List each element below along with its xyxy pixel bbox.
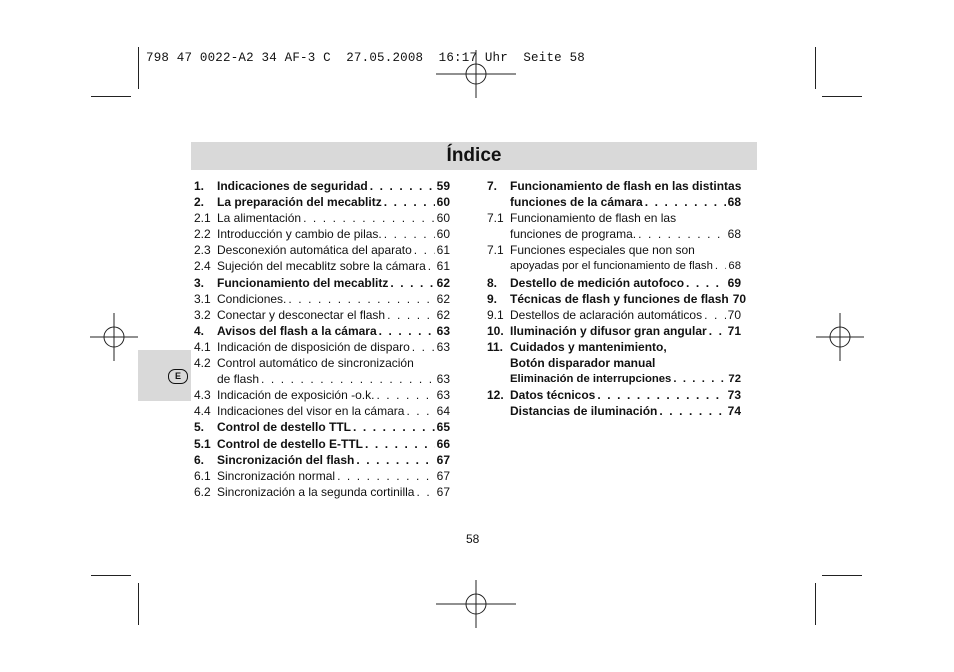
- toc-entry-page: 65: [436, 420, 450, 435]
- toc-entry-number: 3.: [194, 275, 205, 290]
- toc-dot-leader: [353, 419, 435, 435]
- toc-entry-label: Funcionamiento de flash en las distintas: [510, 179, 742, 193]
- toc-entry-number: 2.3: [194, 243, 211, 258]
- toc-entry: [487, 178, 741, 194]
- toc-dot-leader: [686, 275, 726, 291]
- toc-entry-label: Avisos del flash a la cámara: [217, 323, 377, 338]
- toc-entry-page: 69: [727, 275, 741, 290]
- toc-entry-page: 71: [727, 323, 741, 338]
- toc-dot-leader: [597, 387, 725, 403]
- toc-entry-number: 11.: [487, 339, 504, 354]
- toc-entry-label: Funcionamiento de flash en las: [510, 211, 677, 226]
- toc-entry-number: 7.1: [487, 243, 504, 258]
- toc-dot-leader: [704, 307, 726, 323]
- toc-entry-page: 68: [727, 227, 741, 242]
- toc-entry: [487, 258, 741, 274]
- toc-entry-label: funciones de la cámara: [510, 195, 643, 210]
- toc-entry-page: 67: [436, 468, 450, 483]
- toc-entry-page: 63: [436, 388, 450, 403]
- toc-entry-label: Eliminación de interrupciones: [510, 373, 672, 386]
- toc-entry: [487, 291, 747, 307]
- toc-entry-page: 62: [436, 291, 450, 306]
- toc-entry-page: 61: [436, 259, 450, 274]
- toc-entry-label: Funciones especiales que non son: [510, 243, 695, 258]
- toc-entry-number: 4.: [194, 323, 205, 338]
- toc-entry-label: Funcionamiento del mecablitz: [217, 275, 389, 290]
- toc-entry-page: 60: [436, 195, 450, 210]
- toc-entry-label: Control de destello TTL: [217, 420, 351, 435]
- toc-dot-leader: [337, 468, 435, 484]
- toc-dot-leader: [412, 339, 435, 355]
- toc-dot-leader: [428, 258, 435, 274]
- toc-entry: [194, 419, 450, 435]
- toc-entry: [194, 178, 450, 194]
- toc-left-column: [194, 178, 450, 500]
- toc-entry: [487, 275, 741, 291]
- toc-entry: [194, 226, 450, 242]
- toc-entry-number: 6.2: [194, 484, 211, 499]
- toc-dot-leader: [370, 178, 435, 194]
- toc-entry-number: 2.1: [194, 211, 211, 226]
- toc-entry-number: 3.1: [194, 291, 211, 306]
- toc-entry-page: 67: [436, 484, 450, 499]
- toc-entry: [194, 371, 450, 387]
- language-tab: [138, 350, 191, 401]
- toc-entry-number: 8.: [487, 275, 498, 290]
- toc-entry-label: Indicaciones de seguridad: [217, 179, 368, 193]
- toc-entry-label: Datos técnicos: [510, 388, 596, 403]
- toc-entry-number: 5.: [194, 420, 205, 435]
- toc-entry-page: 72: [728, 373, 741, 386]
- toc-dot-leader: [709, 323, 726, 339]
- toc-entry-page: 60: [436, 227, 450, 242]
- toc-entry-label: Cuidados y mantenimiento,: [510, 339, 667, 354]
- toc-entry-label: funciones de programa.: [510, 227, 637, 242]
- toc-entry: [487, 371, 741, 387]
- toc-entry-page: 59: [436, 179, 450, 193]
- toc-dot-leader: [638, 226, 726, 242]
- toc-dot-leader: [384, 194, 435, 210]
- toc-entry-number: 7.1: [487, 211, 504, 226]
- toc-entry-number: 7.: [487, 179, 498, 193]
- toc-entry: [487, 226, 741, 242]
- toc-entry-label: Distancias de iluminación: [510, 404, 658, 419]
- toc-entry: [194, 307, 450, 323]
- toc-entry-label: Control automático de sincronización: [217, 356, 414, 371]
- toc-entry: [194, 291, 450, 307]
- page-title: Índice: [446, 145, 502, 166]
- toc-entry: [487, 355, 741, 371]
- toc-right-column: [487, 178, 747, 419]
- toc-entry-label: Destellos de aclaración automáticos: [510, 307, 703, 322]
- toc-dot-leader: [390, 275, 434, 291]
- toc-entry-page: 70: [727, 307, 741, 322]
- toc-entry: [194, 484, 450, 500]
- toc-dot-leader: [645, 194, 726, 210]
- toc-entry-label: Indicación de disposición de disparo: [217, 339, 410, 354]
- toc-entry: [487, 242, 741, 258]
- toc-entry-number: 4.2: [194, 356, 211, 371]
- toc-entry-page: 62: [436, 307, 450, 322]
- toc-entry-label: Indicación de exposición -o.k.: [217, 388, 375, 403]
- toc-dot-leader: [365, 436, 435, 452]
- toc-entry-page: 70: [732, 291, 747, 306]
- toc-entry-number: 2.4: [194, 259, 211, 274]
- toc-entry-page: 60: [436, 211, 450, 226]
- title-bar: [191, 142, 757, 170]
- toc-entry-number: 6.1: [194, 468, 211, 483]
- toc-entry: [194, 339, 450, 355]
- toc-dot-leader: [387, 307, 435, 323]
- toc-dot-leader: [303, 210, 435, 226]
- toc-dot-leader: [414, 242, 435, 258]
- toc-entry: [487, 339, 741, 355]
- toc-dot-leader: [356, 452, 434, 468]
- toc-entry-page: 64: [436, 404, 450, 419]
- toc-entry-label: Sincronización del flash: [217, 452, 355, 467]
- toc-entry: [194, 355, 450, 371]
- toc-dot-leader: [261, 371, 435, 387]
- toc-entry-number: 4.4: [194, 404, 211, 419]
- toc-entry-page: 61: [436, 243, 450, 258]
- toc-entry-label: Sincronización a la segunda cortinilla: [217, 484, 415, 499]
- toc-entry-label: Introducción y cambio de pilas.: [217, 227, 382, 242]
- toc-dot-leader: [715, 258, 727, 274]
- toc-entry-label: Sujeción del mecablitz sobre la cámara: [217, 259, 426, 274]
- toc-entry-number: 9.: [487, 291, 498, 306]
- toc-entry-label: apoyadas por el funcionamiento de flash: [510, 260, 713, 273]
- print-header-line: 798 47 0022-A2 34 AF-3 C 27.05.2008 16:17 Uhr Seite 58: [146, 51, 585, 65]
- toc-entry: [194, 258, 450, 274]
- toc-entry: [487, 210, 741, 226]
- toc-entry: [487, 387, 741, 403]
- toc-entry-page: 67: [436, 452, 450, 467]
- toc-entry-label: Indicaciones del visor en la cámara: [217, 404, 405, 419]
- toc-entry: [487, 323, 741, 339]
- toc-entry-page: 62: [436, 275, 450, 290]
- toc-entry: [194, 436, 450, 452]
- toc-entry-number: 2.: [194, 195, 205, 210]
- toc-entry-page: 66: [436, 436, 450, 451]
- toc-entry: [194, 452, 450, 468]
- toc-entry-page: 68: [728, 260, 741, 273]
- toc-entry-label: La alimentación: [217, 211, 302, 226]
- toc-entry-label: Conectar y desconectar el flash: [217, 307, 386, 322]
- toc-entry-label: Control de destello E-TTL: [217, 436, 363, 451]
- toc-entry: [194, 210, 450, 226]
- toc-entry-number: 5.1: [194, 436, 211, 451]
- toc-entry-label: de flash: [217, 372, 260, 387]
- toc-entry: [194, 468, 450, 484]
- toc-entry-number: 6.: [194, 452, 205, 467]
- registration-mark-left-icon: [90, 313, 138, 361]
- toc-entry: [194, 387, 450, 403]
- toc-entry-label: Condiciones.: [217, 291, 287, 306]
- toc-dot-leader: [288, 291, 434, 307]
- toc-entry-page: 74: [727, 404, 741, 419]
- registration-mark-top-icon: [436, 50, 516, 98]
- toc-entry-label: La preparación del mecablitz: [217, 195, 382, 210]
- toc-entry-page: 68: [727, 195, 741, 210]
- toc-entry: [487, 307, 741, 323]
- toc-entry-page: 63: [436, 339, 450, 354]
- registration-mark-right-icon: [816, 313, 864, 361]
- toc-entry-label: Botón disparador manual: [510, 356, 656, 371]
- registration-mark-bottom-icon: [436, 580, 516, 628]
- toc-entry-page: 63: [436, 372, 450, 387]
- toc-entry: [194, 275, 450, 291]
- toc-dot-leader: [376, 387, 434, 403]
- toc-entry: [487, 403, 741, 419]
- toc-entry-label: Técnicas de flash y funciones de flash: [510, 291, 729, 306]
- toc-entry: [194, 403, 450, 419]
- toc-entry: [194, 194, 450, 210]
- toc-dot-leader: [659, 403, 725, 419]
- toc-entry-number: 2.2: [194, 227, 211, 242]
- toc-entry-number: 4.1: [194, 339, 211, 354]
- toc-entry-label: Desconexión automática del aparato: [217, 243, 412, 258]
- toc-entry: [194, 323, 450, 339]
- toc-entry-number: 10.: [487, 323, 504, 338]
- toc-entry-page: 63: [436, 323, 450, 338]
- toc-entry-number: 12.: [487, 388, 504, 403]
- toc-dot-leader: [384, 226, 435, 242]
- toc-dot-leader: [379, 323, 435, 339]
- toc-entry-number: 9.1: [487, 307, 504, 322]
- toc-entry: [194, 242, 450, 258]
- toc-entry-label: Destello de medición autofoco: [510, 275, 685, 290]
- toc-dot-leader: [406, 403, 434, 419]
- toc-entry-label: Iluminación y difusor gran angular: [510, 323, 707, 338]
- toc-entry-label: Sincronización normal: [217, 468, 336, 483]
- toc-entry: [487, 194, 741, 210]
- page-number: 58: [466, 532, 480, 546]
- toc-dot-leader: [416, 484, 434, 500]
- toc-entry-number: 1.: [194, 179, 205, 193]
- toc-entry-number: 4.3: [194, 388, 211, 403]
- language-badge: E: [168, 369, 188, 384]
- toc-entry-number: 3.2: [194, 307, 211, 322]
- toc-dot-leader: [673, 371, 726, 387]
- toc-entry-page: 73: [727, 388, 741, 403]
